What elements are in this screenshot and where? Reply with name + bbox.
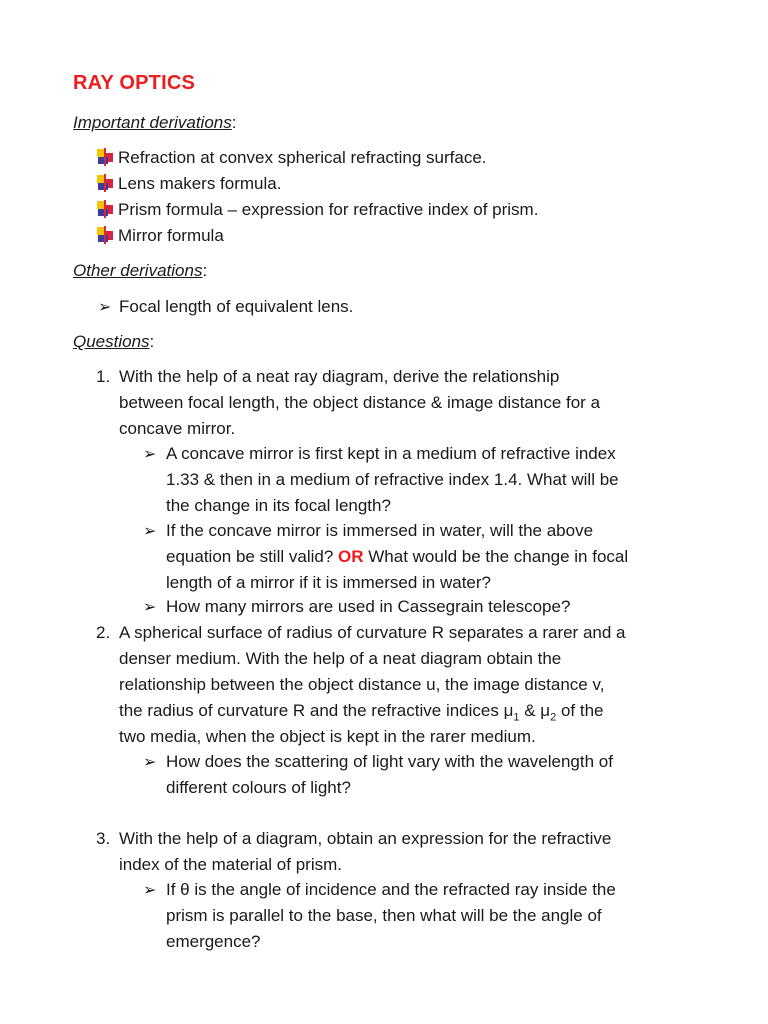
arrow-bullet-icon: ➢: [143, 754, 157, 771]
question-number: 1.: [96, 367, 111, 386]
list-item: Lens makers formula.: [118, 174, 282, 193]
bullet-marker-icon: [96, 226, 114, 244]
sub-question-line: the change in its focal length?: [166, 496, 391, 515]
sub-question-line: 1.33 & then in a medium of refractive index 1.4. What will be: [166, 470, 619, 489]
questions-heading: Questions:: [73, 332, 155, 351]
arrow-bullet-icon: ➢: [143, 599, 157, 616]
bullet-marker-icon: [96, 200, 114, 218]
page-title: RAY OPTICS: [73, 72, 196, 94]
sub-question-line: prism is parallel to the base, then what will be the angle of: [166, 906, 602, 925]
list-item: Prism formula – expression for refractive index of prism.: [118, 200, 539, 219]
sub-question-line: length of a mirror if it is immersed in water?: [166, 573, 491, 592]
sub-question-line: different colours of light?: [166, 778, 351, 797]
bullet-marker-icon: [96, 148, 114, 166]
question-text-line: denser medium. With the help of a neat diagram obtain the: [119, 649, 562, 668]
question-text-line: concave mirror.: [119, 419, 236, 438]
arrow-bullet-icon: ➢: [98, 299, 112, 316]
sub-question-line: equation be still valid? OR What would be the change in focal: [166, 547, 629, 566]
question-text-line: between focal length, the object distance & image distance for a: [119, 393, 601, 412]
question-number: 3.: [96, 829, 111, 848]
or-label: OR: [338, 547, 364, 566]
question-text-line: With the help of a diagram, obtain an expression for the refractive: [119, 829, 612, 848]
question-text-line: relationship between the object distance u, the image distance v,: [119, 675, 605, 694]
arrow-bullet-icon: ➢: [143, 446, 157, 463]
list-item: Mirror formula: [118, 226, 224, 245]
sub-question-line: If the concave mirror is immersed in water, will the above: [166, 521, 594, 540]
question-text-line: A spherical surface of radius of curvature R separates a rarer and a: [119, 623, 626, 642]
sub-question-line: A concave mirror is first kept in a medium of refractive index: [166, 444, 616, 463]
arrow-bullet-icon: ➢: [143, 523, 157, 540]
sub-question-line: How does the scattering of light vary with the wavelength of: [166, 752, 613, 771]
sub-question-line: How many mirrors are used in Cassegrain telescope?: [166, 597, 571, 616]
important-derivations-heading: Important derivations:: [73, 113, 237, 132]
sub-question-line: If θ is the angle of incidence and the refracted ray inside the: [166, 880, 616, 899]
question-number: 2.: [96, 623, 111, 642]
question-text-line: With the help of a neat ray diagram, derive the relationship: [119, 367, 560, 386]
sub-question-line: emergence?: [166, 932, 261, 951]
list-item: Refraction at convex spherical refracting surface.: [118, 148, 487, 167]
list-item: Focal length of equivalent lens.: [119, 297, 354, 316]
question-text-line: two media, when the object is kept in the rarer medium.: [119, 727, 536, 746]
arrow-bullet-icon: ➢: [143, 882, 157, 899]
other-derivations-heading: Other derivations:: [73, 261, 208, 280]
question-text-line: index of the material of prism.: [119, 855, 342, 874]
bullet-marker-icon: [96, 174, 114, 192]
question-text-line: the radius of curvature R and the refractive indices $\mu_1$ & $\mu_2$ of the: [119, 701, 604, 724]
